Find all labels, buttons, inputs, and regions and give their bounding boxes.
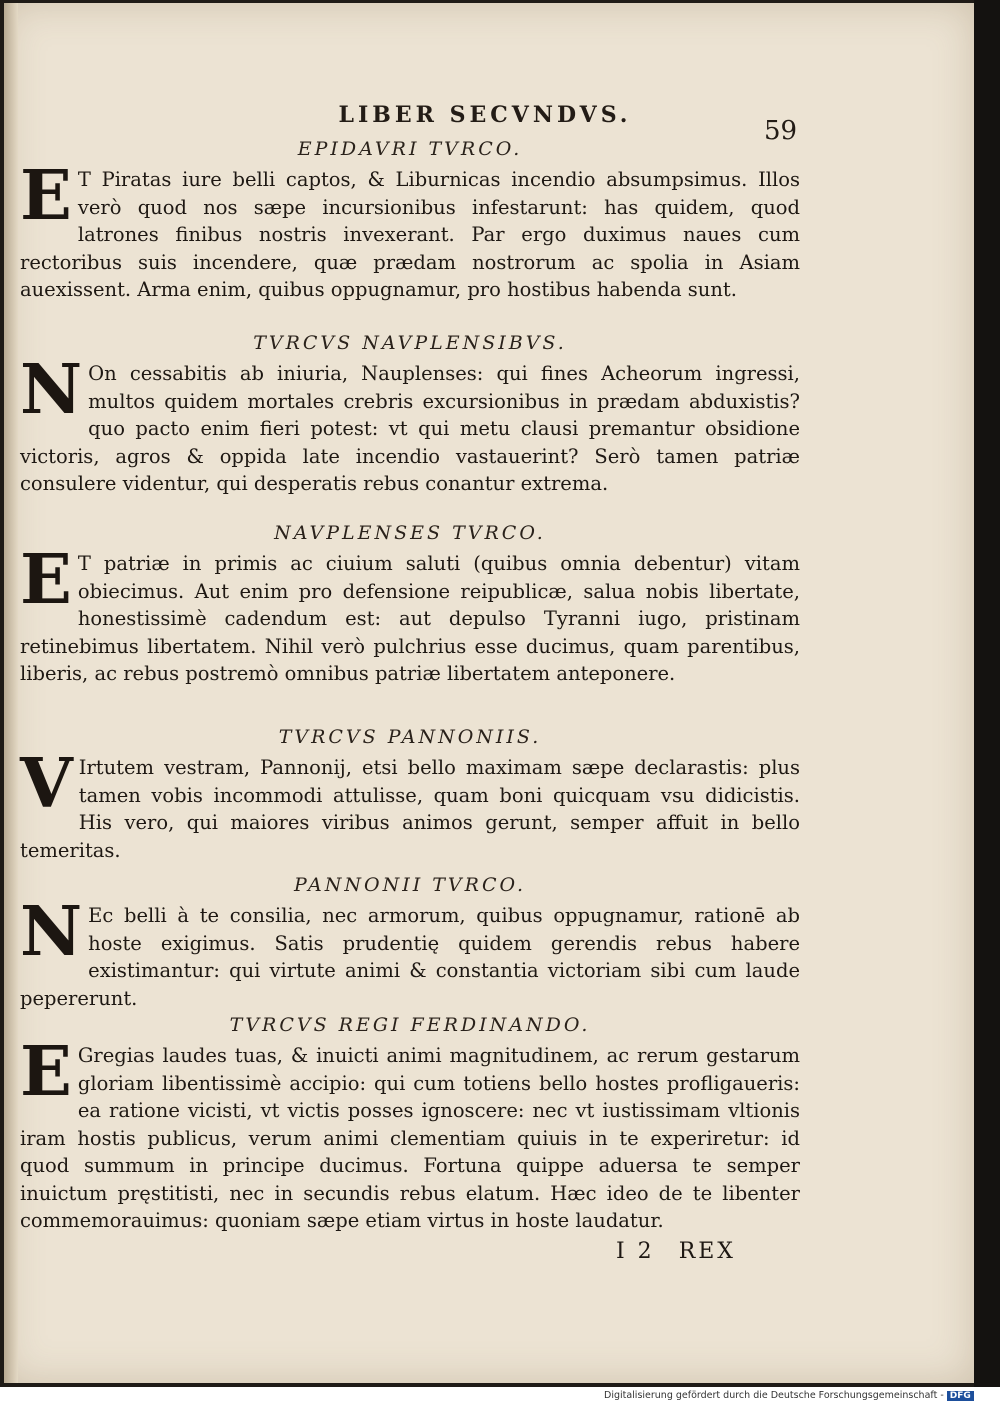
section-pannonii-turco <box>20 874 800 1012</box>
drop-initial: V <box>20 744 73 824</box>
paragraph-text: Gregias laudes tuas, & inuicti animi magnitudinem, ac rerum gestarum gloriam libentissimè accipio: qui cum totiens bello hostes profligaueris: ea ratione vicisti, vt victis posses ignoscere: nec vt iustissimam vltionis iram hostis publicus, verum animi clementiam quiuis in te experiretur: id quod summum in principe ducimus. Fortuna quippe aduersa te semper inuictum pręstitisti, nec in secundis rebus elatum. Hæc ideo de te libenter commemorauimus: quoniam sæpe etiam virtus in hoste laudatur. <box>20 1044 800 1232</box>
paragraph-text: On cessabitis ab iniuria, Nauplenses: qui fines Acheorum ingressi, multos quidem mortales crebris excursionibus in prædam abduxistis? quo pacto enim fieri potest: vt qui metu clausi premantur obsidione victoris, agros & oppida late incendio vastauerint? Serò tamen patriæ consulere videntur, qui desperatis rebus conantur extrema. <box>20 362 800 495</box>
paragraph-text: T Piratas iure belli captos, & Liburnicas incendio absumpsimus. Illos verò quod nos sæpe incursionibus infestarunt: has quidem, quod latrones finibus nostris invexerant. Par ergo duximus naues cum rectoribus suis incendere, quæ prædam nostrorum ac spolia in Asiam auexissent. Arma enim, quibus oppugnamur, pro hostibus habenda sunt. <box>20 168 800 301</box>
section-paragraph <box>20 744 800 864</box>
section-heading: TVRCVS PANNONIIS. <box>278 726 542 748</box>
drop-initial: N <box>20 350 83 430</box>
section-nauplenses-turco <box>20 522 800 688</box>
section-paragraph <box>20 156 800 304</box>
catchword-line <box>616 1239 736 1264</box>
dfg-logo: DFG <box>947 1391 974 1401</box>
scan-background <box>974 0 1000 1387</box>
drop-initial: N <box>20 892 83 972</box>
paragraph-text: T patriæ in primis ac ciuium saluti (quibus omnia debentur) vitam obiecimus. Aut enim pro defensione reipublicæ, salua nobis libertate, honestissimè cadendum est: aut depulso Tyranni iugo, pristinam retinebimus libertatem. Nihil verò pulchrius esse ducimus, quam parentibus, liberis, ac rebus postremò omnibus patriæ libertatem anteponere. <box>20 552 800 685</box>
drop-initial: E <box>20 156 72 236</box>
page-gutter <box>4 3 18 1383</box>
section-heading: TVRCVS REGI FERDINANDO. <box>229 1014 591 1036</box>
drop-initial: E <box>20 1032 72 1112</box>
section-heading: EPIDAVRI TVRCO. <box>297 138 523 160</box>
section-turcus-regi-ferdinando <box>20 1014 800 1235</box>
signature-mark: I 2 <box>616 1239 655 1264</box>
section-epidauri-turco <box>20 138 800 304</box>
digitization-credit <box>604 1390 974 1401</box>
section-paragraph <box>20 892 800 1012</box>
section-paragraph <box>20 350 800 498</box>
section-heading: TVRCVS NAVPLENSIBVS. <box>253 332 567 354</box>
section-paragraph <box>20 540 800 688</box>
running-head: LIBER SECVNDVS. <box>338 102 632 128</box>
section-paragraph <box>20 1032 800 1235</box>
credit-text: Digitalisierung gefördert durch die Deutsche Forschungsgemeinschaft - <box>604 1390 944 1401</box>
section-turcus-pannoniis <box>20 726 800 864</box>
catchword: REX <box>678 1239 736 1264</box>
drop-initial: E <box>20 540 72 620</box>
section-heading: PANNONII TVRCO. <box>293 874 526 896</box>
paragraph-text: Irtutem vestram, Pannonij, etsi bello maximam sæpe declarastis: plus tamen vobis incommodi attulisse, quam boni quicquam vsu didicistis. His vero, qui maiores viribus animos gerunt, semper affuit in bello temeritas. <box>20 756 800 862</box>
section-turcus-nauplensibus <box>20 332 800 498</box>
page-number: 59 <box>764 116 798 146</box>
section-heading: NAVPLENSES TVRCO. <box>274 522 546 544</box>
paragraph-text: Ec belli à te consilia, nec armorum, quibus oppugnamur, rationē ab hoste exigimus. Satis prudentię quidem gerendis rebus habere existimantur: qui virtute animi & constantia victoriam sibi cum laude pepererunt. <box>20 904 800 1010</box>
